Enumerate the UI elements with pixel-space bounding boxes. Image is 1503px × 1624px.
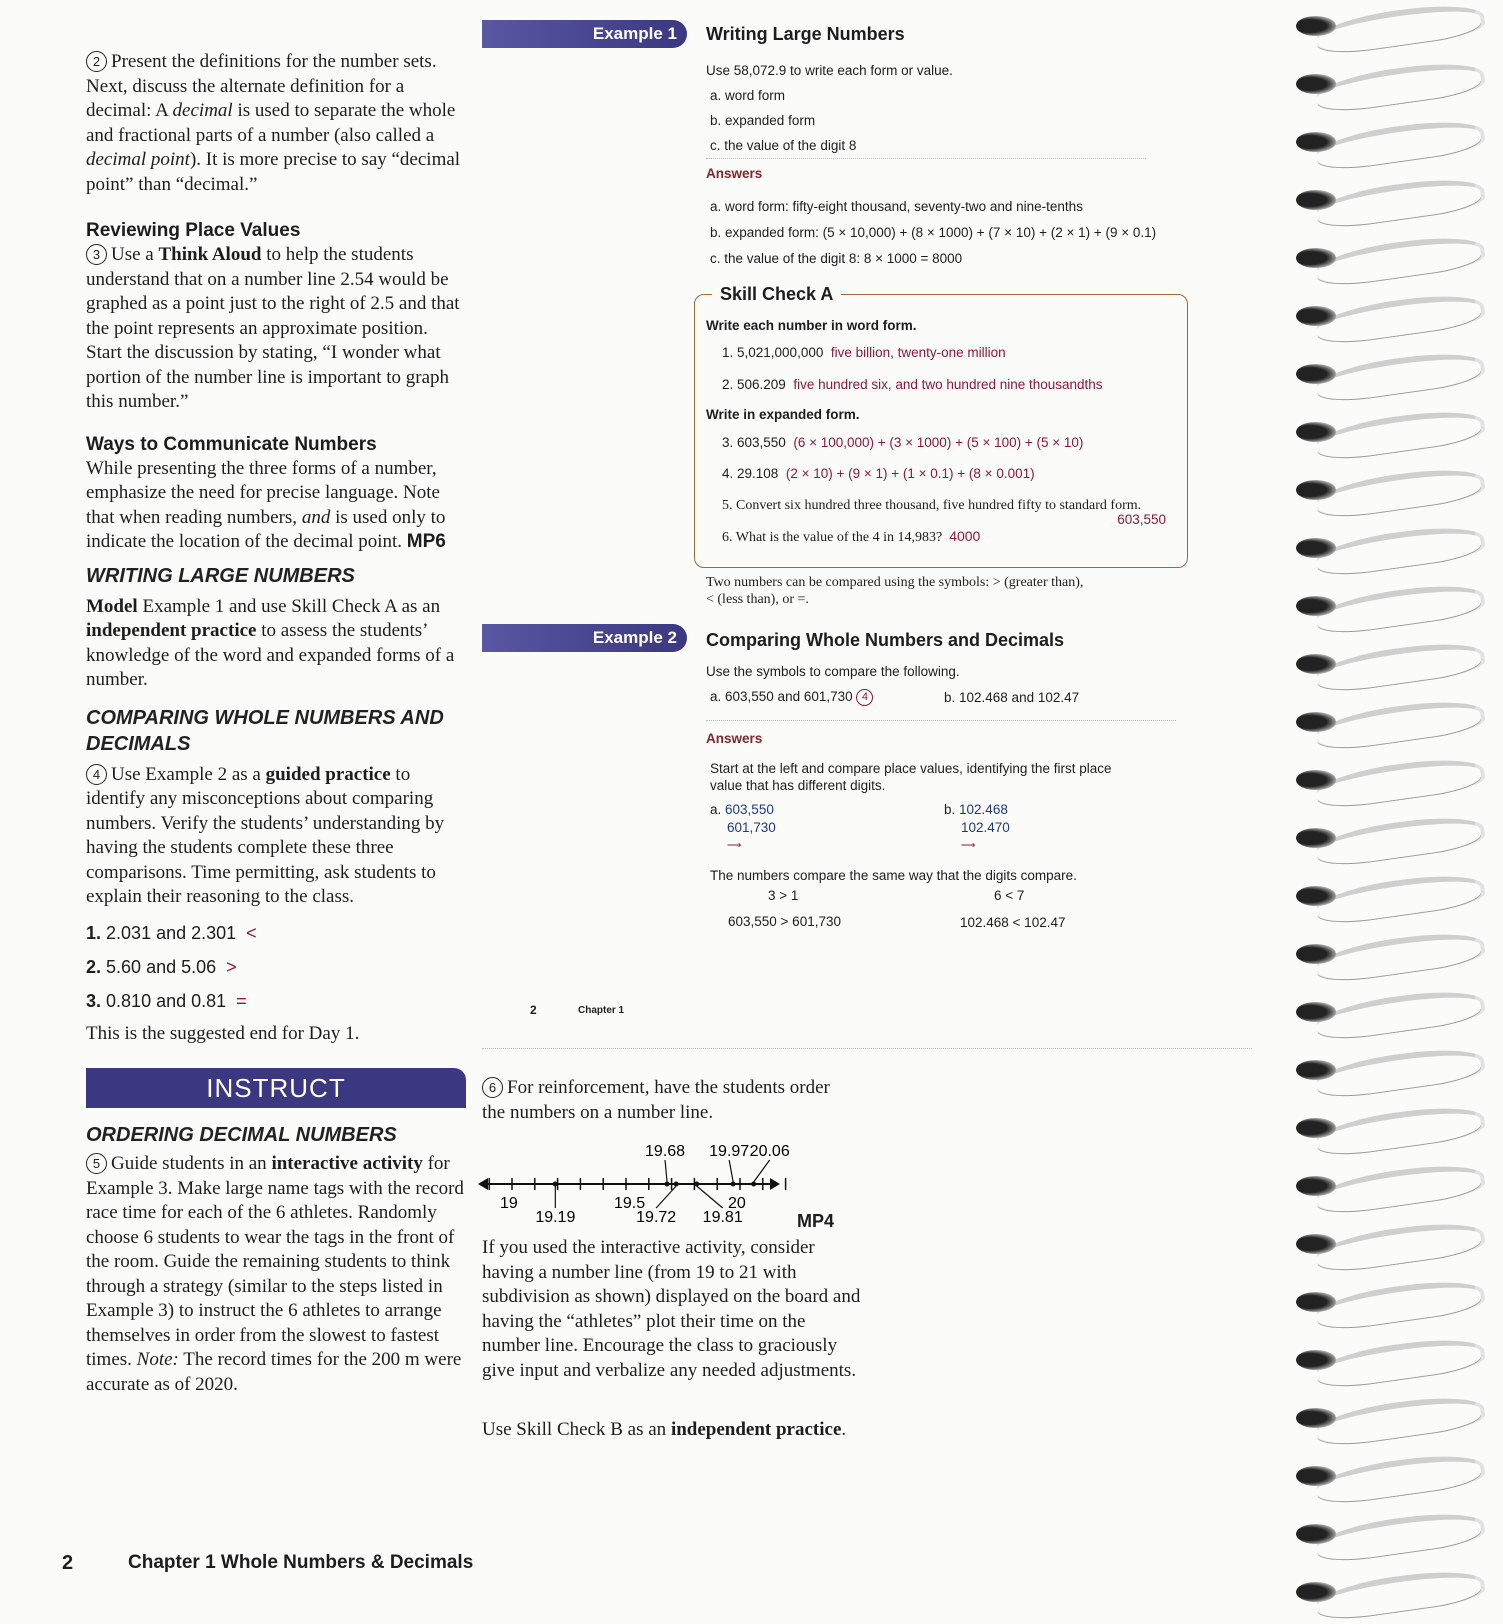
number-line-point: [553, 1182, 558, 1187]
spiral-ring: [1290, 120, 1490, 164]
spiral-wire: [1314, 694, 1486, 753]
step-2-badge: 2: [86, 51, 107, 72]
list-item: b. expanded form: [710, 113, 816, 128]
number-line-point-label: 19.72: [636, 1209, 677, 1226]
divider: [706, 720, 1176, 721]
list-item: 2. 5.60 and 5.06 >: [86, 956, 237, 977]
spiral-wire: [1314, 1332, 1486, 1391]
example-1-prompt: Use 58,072.9 to write each form or value. a. word form b. expanded form c. the value of the digit 8: [706, 58, 953, 158]
example-2-digit-b: 6 < 7: [994, 888, 1025, 903]
binding-hole: [1296, 1060, 1336, 1080]
paragraph-interactive-followup: If you used the interactive activity, consider having a number line (from 19 to 21 with subdivision as shown) displayed on the board and having the “athletes” plot their time on the number line. Encourage the class to graciously give input and verbalize any needed adjustments.: [482, 1237, 861, 1381]
divider: [482, 1048, 1252, 1049]
arrow-left-icon: [478, 1178, 488, 1190]
example-1-title: Writing Large Numbers: [706, 24, 905, 44]
number-line-point: [665, 1182, 670, 1187]
list-item: 6. What is the value of the 4 in 14,983? 4000: [722, 528, 981, 545]
number-line-point-label: 20.06: [749, 1143, 790, 1160]
step-5-badge: 5: [86, 1153, 107, 1174]
leader-line: [656, 1186, 676, 1208]
spiral-ring: [1290, 1106, 1490, 1150]
spiral-wire: [1314, 752, 1486, 811]
number-line-point-label: 19.19: [535, 1209, 576, 1226]
paragraph-skill-check-b: Use Skill Check B as an independent practice.: [482, 1419, 847, 1440]
spiral-ring: [1290, 410, 1490, 454]
number-line-point-label: 19.68: [645, 1143, 686, 1160]
left-column: [86, 50, 466, 1397]
list-item: 3. 0.810 and 0.81 =: [86, 990, 247, 1011]
list-item: b. expanded form: (5 × 10,000) + (8 × 1000) + (7 × 10) + (2 × 1) + (9 × 0.1): [710, 225, 1157, 240]
list-item: a. word form: fifty-eight thousand, seventy-two and nine-tenths: [710, 199, 1083, 214]
binding-hole: [1296, 306, 1336, 326]
spiral-ring: [1290, 1454, 1490, 1498]
leader-line: [665, 1160, 667, 1182]
binding-hole: [1296, 770, 1336, 790]
spiral-wire: [1314, 578, 1486, 637]
list-item: a. word form: [710, 88, 786, 103]
example-2-prompt: Use the symbols to compare the following.: [706, 664, 960, 679]
example-1-answers: [710, 194, 1156, 272]
spiral-wire: [1314, 1274, 1486, 1333]
binding-hole: [1296, 1582, 1336, 1602]
arrow-icon: ⟶: [961, 840, 976, 851]
spiral-wire: [1314, 810, 1486, 869]
spiral-ring: [1290, 178, 1490, 222]
step-4-badge: 4: [86, 764, 107, 785]
example-2-title: Comparing Whole Numbers and Decimals: [706, 630, 1065, 650]
spiral-wire: [1314, 462, 1486, 521]
spiral-wire: [1314, 0, 1486, 58]
example-2-item-b: b. 102.468 and 102.47: [944, 690, 1080, 705]
paragraph-reinforcement: 6 For reinforcement, have the students order the numbers on a number line.: [482, 1077, 830, 1123]
spiral-wire: [1314, 984, 1486, 1043]
skill-check-a-content: [706, 318, 1176, 546]
number-line-point: [731, 1182, 736, 1187]
spiral-ring: [1290, 584, 1490, 628]
spiral-wire: [1314, 636, 1486, 695]
leader-line: [754, 1160, 770, 1182]
spiral-ring: [1290, 1512, 1490, 1556]
list-item: 5. Convert six hundred three thousand, five hundred fifty to standard form.: [722, 498, 1142, 513]
mp6-label: MP6: [406, 531, 446, 552]
binding-hole: [1296, 1292, 1336, 1312]
spiral-ring: [1290, 816, 1490, 860]
heading-ways-to-communicate: Ways to Communicate Numbers: [86, 433, 377, 455]
spiral-ring: [1290, 1222, 1490, 1266]
arrow-icon: ⟶: [727, 840, 742, 851]
skill-check-a-heading-1: Write each number in word form.: [706, 318, 917, 333]
binding-hole: [1296, 74, 1336, 94]
skill-check-a-title: Skill Check A: [712, 284, 841, 305]
spiral-wire: [1314, 230, 1486, 289]
step-6-badge: 6: [482, 1077, 503, 1098]
spiral-wire: [1314, 926, 1486, 985]
binding-hole: [1296, 1234, 1336, 1254]
number-line-point-label: 19.97: [709, 1143, 750, 1160]
example-2-answer-b: b. 102.468 102.470 ⟶: [944, 801, 1010, 855]
binding-hole: [1296, 538, 1336, 558]
compare-symbols-note: Two numbers can be compared using the symbols: > (greater than), < (less than), or =.: [706, 575, 1084, 607]
comparison-list: [86, 916, 466, 1018]
spiral-ring: [1290, 352, 1490, 396]
paragraph-definitions: 2 Present the definitions for the number sets. Next, discuss the alternate definition for a decimal: A decimal is used to separate the whole and fractional parts of a number (also called a decimal point). It is more precise to say “decimal point” than “decimal.”: [86, 51, 461, 195]
example-2-result-b: 102.468 < 102.47: [960, 915, 1066, 930]
heading-writing-large-numbers: WRITING LARGE NUMBERS: [86, 564, 355, 587]
binding-hole: [1296, 886, 1336, 906]
binding-hole: [1296, 596, 1336, 616]
binding-hole: [1296, 712, 1336, 732]
number-line-tick-label: 19.5: [614, 1195, 646, 1212]
spiral-ring: [1290, 642, 1490, 686]
spiral-wire: [1314, 56, 1486, 115]
paragraph-guided-practice: 4 Use Example 2 as a guided practice to identify any misconceptions about comparing numbers. Verify the students’ understanding by having the students complete these three comparisons. Time permitting, ask students to explain their reasoning to the class.: [86, 763, 445, 907]
binding-hole: [1296, 1408, 1336, 1428]
step-3-badge: 3: [86, 244, 107, 265]
paragraph-interactive-activity: 5 Guide students in an interactive activity for Example 3. Make large name tags with the record race time for each of the 6 athletes. Randomly choose 6 students to wear the tags in the front of the room. Guide the remaining students to think through a strategy (similar to the steps listed in Example 3) to instruct the 6 athletes to arrange themselves in order from the slowest to fastest times. Note: The record times for the 200 m were accurate as of 2020.: [86, 1153, 464, 1395]
heading-ordering-decimal-numbers: ORDERING DECIMAL NUMBERS: [86, 1124, 397, 1146]
spiral-ring: [1290, 874, 1490, 918]
spiral-wire: [1314, 288, 1486, 347]
leader-line: [729, 1160, 733, 1182]
example-2-same-way: The numbers compare the same way that the digits compare.: [710, 868, 1077, 883]
list-item: 3. 603,550 (6 × 100,000) + (3 × 1000) + (5 × 100) + (5 × 10): [722, 435, 1084, 450]
spiral-wire: [1314, 114, 1486, 173]
spiral-ring: [1290, 700, 1490, 744]
example-2-answer-intro: Start at the left and compare place values, identifying the first place value that has different digits.: [710, 761, 1112, 793]
number-line: [476, 1140, 826, 1240]
binding-hole: [1296, 16, 1336, 36]
spiral-ring: [1290, 4, 1490, 48]
binding-hole: [1296, 1118, 1336, 1138]
spiral-ring: [1290, 1570, 1490, 1614]
example-2-digit-a: 3 > 1: [768, 888, 799, 903]
heading-comparing-whole-numbers: COMPARING WHOLE NUMBERS AND DECIMALS: [86, 706, 444, 755]
paragraph-precise-language: While presenting the three forms of a number, emphasize the need for precise language. Note that when reading numbers, and is used only to indicate the location of the decimal point. MP6: [86, 457, 446, 552]
list-item: 1. 2.031 and 2.301 <: [86, 922, 257, 943]
binding-hole: [1296, 248, 1336, 268]
spiral-ring: [1290, 526, 1490, 570]
binding-hole: [1296, 828, 1336, 848]
number-line-tick-label: 19: [500, 1195, 518, 1212]
binding-hole: [1296, 190, 1336, 210]
example-1-tab: Example 1: [482, 20, 687, 48]
spiral-ring: [1290, 990, 1490, 1034]
binding-hole: [1296, 1350, 1336, 1370]
spiral-ring: [1290, 62, 1490, 106]
inner-page-number: 2: [530, 1003, 537, 1017]
spiral-ring: [1290, 468, 1490, 512]
number-line-point: [674, 1182, 679, 1187]
binding-hole: [1296, 1002, 1336, 1022]
spiral-wire: [1314, 868, 1486, 927]
spiral-ring: [1290, 932, 1490, 976]
example-2-result-a: 603,550 > 601,730: [728, 914, 841, 929]
instruct-banner: INSTRUCT: [86, 1068, 466, 1108]
list-item: 1. 5,021,000,000 five billion, twenty-one million: [722, 345, 1006, 360]
spiral-wire: [1314, 520, 1486, 579]
binding-hole: [1296, 1466, 1336, 1486]
binding-hole: [1296, 132, 1336, 152]
spiral-ring: [1290, 1396, 1490, 1440]
spiral-wire: [1314, 346, 1486, 405]
spiral-ring: [1290, 758, 1490, 802]
spiral-binding: [1290, 0, 1503, 1600]
mp4-label: MP4: [797, 1211, 835, 1231]
divider: [706, 158, 1146, 159]
binding-hole: [1296, 944, 1336, 964]
spiral-wire: [1314, 1506, 1486, 1565]
arrow-right-icon: [770, 1178, 780, 1190]
spiral-ring: [1290, 236, 1490, 280]
list-item: 4. 29.108 (2 × 10) + (9 × 1) + (1 × 0.1) + (8 × 0.001): [722, 466, 1035, 481]
spiral-wire: [1314, 172, 1486, 231]
list-item: 2. 506.209 five hundred six, and two hundred nine thousandths: [722, 377, 1103, 392]
binding-hole: [1296, 364, 1336, 384]
binding-hole: [1296, 480, 1336, 500]
inner-chapter-label: Chapter 1: [578, 1005, 625, 1016]
paragraph-model: Model Example 1 and use Skill Check A as an independent practice to assess the students’ knowledge of the word and expanded forms of a number.: [86, 595, 455, 690]
skill-check-a-heading-2: Write in expanded form.: [706, 407, 860, 422]
spiral-ring: [1290, 1048, 1490, 1092]
spiral-wire: [1314, 404, 1486, 463]
spiral-ring: [1290, 1338, 1490, 1382]
spiral-wire: [1314, 1100, 1486, 1159]
spiral-wire: [1314, 1390, 1486, 1449]
binding-hole: [1296, 1176, 1336, 1196]
number-line-point-label: 19.81: [702, 1209, 743, 1226]
heading-reviewing-place-values: Reviewing Place Values: [86, 220, 301, 241]
skill-check-a-answer-5: 603,550: [1117, 512, 1166, 527]
example-2-answers-label: Answers: [706, 731, 763, 746]
spiral-ring: [1290, 1164, 1490, 1208]
spiral-wire: [1314, 1216, 1486, 1275]
spiral-wire: [1314, 1564, 1486, 1623]
leader-line: [697, 1186, 723, 1208]
example-2-tab: Example 2: [482, 624, 687, 652]
binding-hole: [1296, 654, 1336, 674]
footer-chapter-title: Chapter 1 Whole Numbers & Decimals: [128, 1552, 474, 1573]
number-line-point: [751, 1182, 756, 1187]
step-4-badge: 4: [856, 689, 873, 706]
list-item: c. the value of the digit 8: 8 × 1000 = 8000: [710, 251, 963, 266]
binding-hole: [1296, 422, 1336, 442]
list-item: c. the value of the digit 8: [710, 138, 857, 153]
spiral-wire: [1314, 1158, 1486, 1217]
end-of-day-note: This is the suggested end for Day 1.: [86, 1022, 360, 1044]
number-line-tick-label: 20: [728, 1195, 746, 1212]
spiral-wire: [1314, 1042, 1486, 1101]
paragraph-think-aloud: 3 Use a Think Aloud to help the students understand that on a number line 2.54 would be graphed as a point just to the right of 2.5 and that the point represents an approximate position. Start the discussion by stating, “I wonder what portion of the number line is important to graph this number.”: [86, 244, 460, 412]
spiral-ring: [1290, 294, 1490, 338]
spiral-ring: [1290, 1280, 1490, 1324]
example-2-item-a: a. 603,550 and 601,730 4: [710, 689, 877, 706]
example-2-answer-a: a. 603,550 601,730 ⟶: [710, 801, 776, 855]
binding-hole: [1296, 1524, 1336, 1544]
example-1-answers-label: Answers: [706, 166, 763, 181]
page-number: 2: [62, 1552, 74, 1574]
number-line-point: [694, 1182, 699, 1187]
spiral-wire: [1314, 1448, 1486, 1507]
